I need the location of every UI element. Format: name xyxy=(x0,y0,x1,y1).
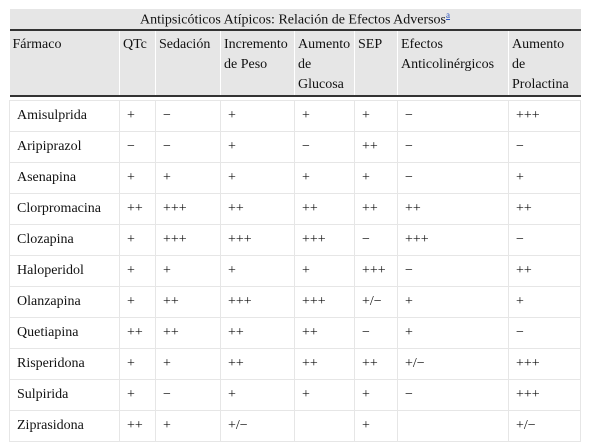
drug-name-cell: Haloperidol xyxy=(10,256,120,287)
column-header-qtc xyxy=(120,30,156,96)
effect-cell-glucose: − xyxy=(295,132,355,163)
effect-cell-glucose: +++ xyxy=(295,287,355,318)
table-row xyxy=(10,287,581,318)
effect-cell-sedation: + xyxy=(156,349,221,380)
column-header-label: de xyxy=(298,57,312,72)
effect-cell-sep: ++ xyxy=(355,132,398,163)
effect-cell-prolactin: +++ xyxy=(509,349,581,380)
effect-cell-anticholinergic xyxy=(398,411,509,442)
effect-cell-qtc: − xyxy=(120,132,156,163)
table-caption-row xyxy=(10,9,581,30)
table-title: Antipsicóticos Atípicos: Relación de Efectos Adversos xyxy=(140,12,447,28)
effect-cell-weight: +++ xyxy=(221,287,295,318)
effect-cell-anticholinergic: − xyxy=(398,256,509,287)
table-row xyxy=(10,225,581,256)
effect-cell-qtc: + xyxy=(120,256,156,287)
effect-cell-sep: + xyxy=(355,380,398,411)
effect-cell-qtc: + xyxy=(120,101,156,132)
effect-cell-sep: − xyxy=(355,318,398,349)
drug-name-cell: Quetiapina xyxy=(10,318,120,349)
effect-cell-sep: + xyxy=(355,163,398,194)
effect-cell-prolactin: − xyxy=(509,318,581,349)
effect-cell-qtc: + xyxy=(120,287,156,318)
column-header-label: Glucosa xyxy=(298,77,344,92)
column-header-label: Fármaco xyxy=(12,37,62,52)
effect-cell-qtc: ++ xyxy=(120,194,156,225)
effect-cell-sedation: + xyxy=(156,411,221,442)
effect-cell-qtc: + xyxy=(120,163,156,194)
column-header-label: Anticolinérgicos xyxy=(401,57,495,72)
effect-cell-sep: + xyxy=(355,101,398,132)
column-header-drug xyxy=(10,30,120,96)
drug-name-cell: Asenapina xyxy=(10,163,120,194)
effect-cell-prolactin: +++ xyxy=(509,101,581,132)
effect-cell-sedation: +++ xyxy=(156,225,221,256)
column-header-label: Aumento xyxy=(512,37,565,52)
column-header-glucose xyxy=(295,30,355,96)
effect-cell-prolactin: ++ xyxy=(509,194,581,225)
drug-name-cell: Clozapina xyxy=(10,225,120,256)
column-header-label: Incremento xyxy=(224,37,288,52)
column-header-row xyxy=(10,30,581,96)
effect-cell-weight: +++ xyxy=(221,225,295,256)
effect-cell-prolactin: +++ xyxy=(509,380,581,411)
effect-cell-sep: +/− xyxy=(355,287,398,318)
drug-name-cell: Amisulprida xyxy=(10,101,120,132)
footnote-link[interactable]: a xyxy=(446,9,451,20)
drug-name-cell: Ziprasidona xyxy=(10,411,120,442)
effect-cell-sep: − xyxy=(355,225,398,256)
effect-cell-sedation: + xyxy=(156,256,221,287)
drug-name-cell: Risperidona xyxy=(10,349,120,380)
column-header-label: Efectos xyxy=(401,37,443,52)
column-header-label: de Peso xyxy=(224,57,268,72)
effect-cell-weight: +/− xyxy=(221,411,295,442)
effect-cell-glucose: ++ xyxy=(295,318,355,349)
column-header-label: SEP xyxy=(358,37,383,52)
effect-cell-glucose: ++ xyxy=(295,194,355,225)
effect-cell-sedation: + xyxy=(156,163,221,194)
column-header-label: de xyxy=(512,57,526,72)
drug-name-cell: Sulpirida xyxy=(10,380,120,411)
effect-cell-glucose: + xyxy=(295,256,355,287)
effect-cell-sedation: +++ xyxy=(156,194,221,225)
effect-cell-glucose: + xyxy=(295,380,355,411)
table-row xyxy=(10,411,581,442)
effect-cell-weight: + xyxy=(221,163,295,194)
column-header-sep xyxy=(355,30,398,96)
column-header-anticholinergic xyxy=(398,30,509,96)
effect-cell-weight: ++ xyxy=(221,194,295,225)
effect-cell-weight: + xyxy=(221,132,295,163)
effect-cell-weight: + xyxy=(221,101,295,132)
effect-cell-anticholinergic: +++ xyxy=(398,225,509,256)
effect-cell-sep: + xyxy=(355,411,398,442)
column-header-label: QTc xyxy=(123,37,147,52)
column-header-label: Prolactina xyxy=(512,77,569,92)
effect-cell-glucose: + xyxy=(295,101,355,132)
effect-cell-qtc: + xyxy=(120,349,156,380)
effect-cell-sedation: − xyxy=(156,380,221,411)
effect-cell-prolactin: − xyxy=(509,225,581,256)
effect-cell-prolactin: + xyxy=(509,163,581,194)
effect-cell-weight: ++ xyxy=(221,349,295,380)
table-row xyxy=(10,194,581,225)
effect-cell-weight: ++ xyxy=(221,318,295,349)
effect-cell-glucose xyxy=(295,411,355,442)
effect-cell-qtc: + xyxy=(120,225,156,256)
effect-cell-weight: + xyxy=(221,380,295,411)
effect-cell-anticholinergic: − xyxy=(398,380,509,411)
effect-cell-anticholinergic: − xyxy=(398,101,509,132)
table-row xyxy=(10,349,581,380)
effect-cell-weight: + xyxy=(221,256,295,287)
column-header-label: Sedación xyxy=(159,37,211,52)
effect-cell-anticholinergic: − xyxy=(398,163,509,194)
effect-cell-prolactin: + xyxy=(509,287,581,318)
adverse-effects-table xyxy=(9,9,581,442)
column-header-prolactin xyxy=(509,30,581,96)
effect-cell-glucose: ++ xyxy=(295,349,355,380)
table-row xyxy=(10,380,581,411)
column-header-weight xyxy=(221,30,295,96)
effect-cell-sedation: ++ xyxy=(156,318,221,349)
effect-cell-anticholinergic: − xyxy=(398,132,509,163)
effect-cell-qtc: ++ xyxy=(120,411,156,442)
effect-cell-qtc: ++ xyxy=(120,318,156,349)
drug-name-cell: Olanzapina xyxy=(10,287,120,318)
effect-cell-anticholinergic: + xyxy=(398,318,509,349)
table-row xyxy=(10,163,581,194)
effect-cell-prolactin: − xyxy=(509,132,581,163)
effect-cell-anticholinergic: +/− xyxy=(398,349,509,380)
effect-cell-glucose: + xyxy=(295,163,355,194)
drug-name-cell: Clorpromacina xyxy=(10,194,120,225)
effect-cell-prolactin: +/− xyxy=(509,411,581,442)
column-header-label: Aumento xyxy=(298,37,351,52)
table-row xyxy=(10,318,581,349)
effect-cell-prolactin: ++ xyxy=(509,256,581,287)
table-row xyxy=(10,132,581,163)
effect-cell-anticholinergic: ++ xyxy=(398,194,509,225)
effect-cell-sep: ++ xyxy=(355,194,398,225)
table-row xyxy=(10,101,581,132)
effect-cell-sedation: ++ xyxy=(156,287,221,318)
table-row xyxy=(10,256,581,287)
effect-cell-sep: +++ xyxy=(355,256,398,287)
drug-name-cell: Aripiprazol xyxy=(10,132,120,163)
column-header-sedation xyxy=(156,30,221,96)
effect-cell-sedation: − xyxy=(156,132,221,163)
table-body xyxy=(10,101,581,442)
effect-cell-glucose: +++ xyxy=(295,225,355,256)
effect-cell-sedation: − xyxy=(156,101,221,132)
table-caption xyxy=(10,9,581,30)
effect-cell-qtc: + xyxy=(120,380,156,411)
effect-cell-sep: ++ xyxy=(355,349,398,380)
effect-cell-anticholinergic: + xyxy=(398,287,509,318)
